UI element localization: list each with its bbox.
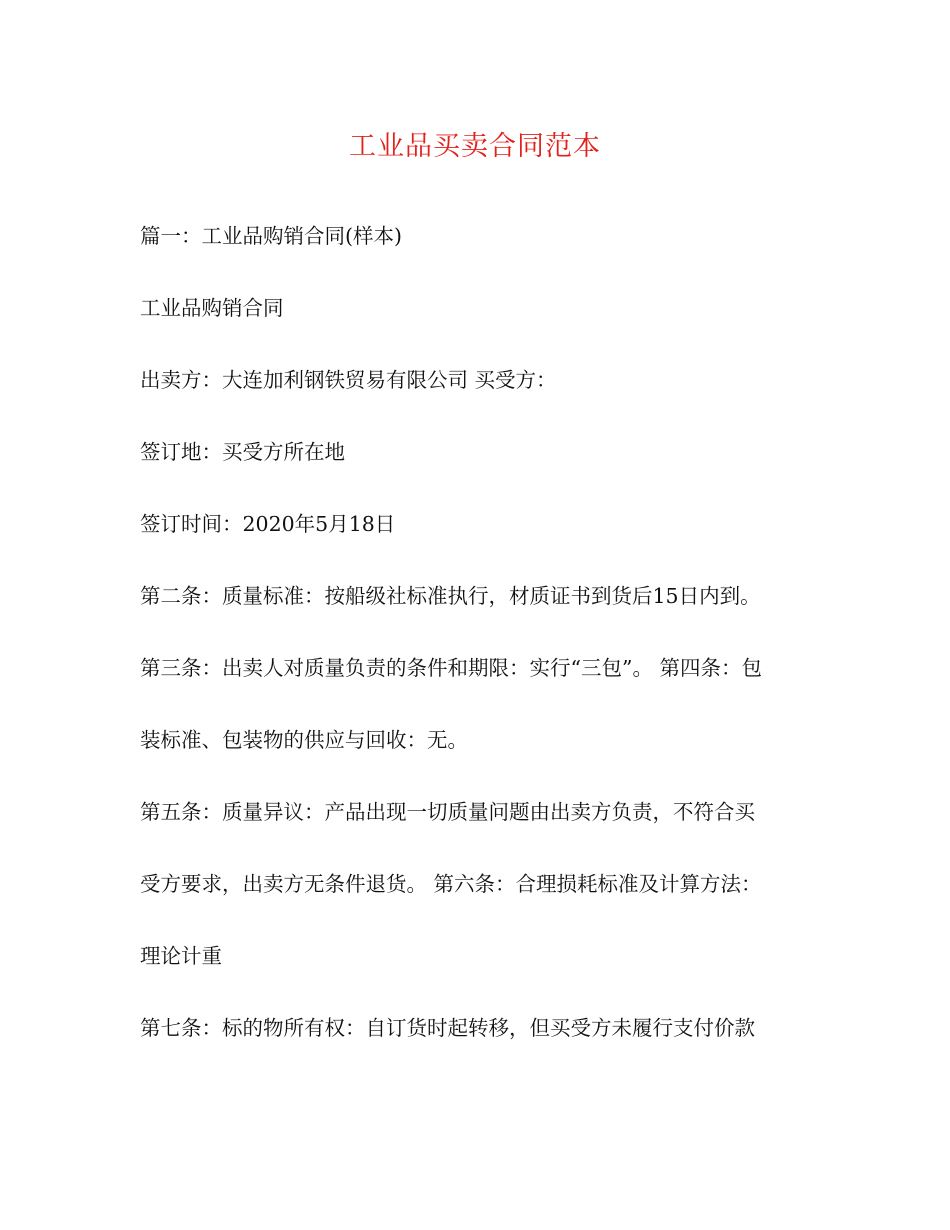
clause-line: 受方要求，出卖方无条件退货。 第六条：合理损耗标准及计算方法： (140, 872, 762, 896)
clause-line: 第二条：质量标准：按船级社标准执行，材质证书到货后15日内到。 (140, 584, 761, 608)
signing-place-line: 签订地：买受方所在地 (140, 440, 345, 464)
document-body (140, 218, 800, 1082)
clause-line: 理论计重 (140, 944, 222, 968)
parties-line: 出卖方：大连加利钢铁贸易有限公司 买受方： (140, 368, 557, 392)
clause-line: 装标准、包装物的供应与回收：无。 (140, 728, 468, 752)
section-heading: 篇一：工业品购销合同(样本) (140, 224, 402, 248)
signing-date-line: 签订时间：2020年5月18日 (140, 512, 396, 536)
clause-line: 第三条：出卖人对质量负责的条件和期限：实行“三包”。 第四条：包 (140, 656, 762, 680)
document-title: 工业品买卖合同范本 (349, 131, 601, 162)
clause-line: 第五条：质量异议：产品出现一切质量问题由出卖方负责，不符合买 (140, 800, 755, 824)
contract-name: 工业品购销合同 (140, 296, 284, 320)
clause-line: 第七条：标的物所有权：自订货时起转移，但买受方未履行支付价款 (140, 1016, 755, 1040)
